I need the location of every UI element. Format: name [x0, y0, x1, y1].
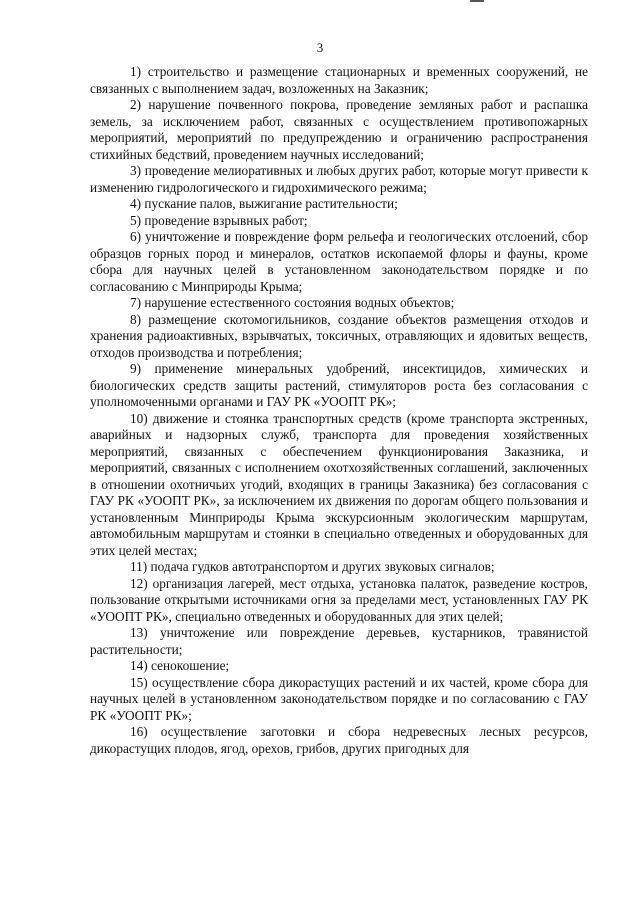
scan-mark	[470, 0, 484, 2]
paragraph-item-10: 10) движение и стоянка транспортных средств (кроме транспорта экстренных, аварийных и надзорных служб, транспорта для проведения хозяйственных мероприятий, связанных с обеспечением функционирования Заказника, и мероприятий, связанных с исполнением охотхозяйственных соглашений, заключенных в отношении охотничьих угодий, входящих в границы Заказника) без согласования с ГАУ РК «УООПТ РК», за исключением их движения по дорогам общего пользования и установленным Минприроды Крыма экскурсионным экологическим маршрутам, автомобильным маршрутам и стоянки в специально отведенных и оборудованных для этих целей местах;	[90, 410, 588, 558]
paragraph-item-3: 3) проведение мелиоративных и любых других работ, которые могут привести к изменению гидрологического и гидрохимического режима;	[90, 163, 588, 195]
paragraph-item-13: 13) уничтожение или повреждение деревьев, кустарников, травянистой растительности;	[90, 625, 588, 657]
paragraph-item-4: 4) пускание палов, выжигание растительности;	[130, 196, 398, 211]
paragraph-item-9: 9) применение минеральных удобрений, инсектицидов, химических и биологических средств защиты растений, стимуляторов роста без согласования с уполномоченными органами и ГАУ РК «УООПТ РК»;	[90, 361, 588, 409]
paragraph-item-8: 8) размещение скотомогильников, создание объектов размещения отходов и хранения радиоактивных, взрывчатых, токсичных, отравляющих и ядовитых веществ, отходов производства и потребления;	[90, 311, 588, 360]
paragraph-item-7: 7) нарушение естественного состояния водных объектов;	[130, 295, 455, 310]
paragraph-item-15: 15) осуществление сбора дикорастущих растений и их частей, кроме сбора для научных целей в установленном законодательством порядке и по согласованию с ГАУ РК «УООПТ РК»;	[90, 674, 588, 723]
paragraph-item-5: 5) проведение взрывных работ;	[130, 212, 308, 228]
paragraph-item-16: 16) осуществление заготовки и сбора недревесных лесных ресурсов, дикорастущих плодов, ягод, орехов, грибов, других пригодных для	[90, 724, 588, 756]
paragraph-item-12: 12) организация лагерей, мест отдыха, установка палаток, разведение костров, пользование открытыми источниками огня за пределами мест, установленных ГАУ РК «УООПТ РК», специально отведенных и оборудованных для этих целей;	[90, 575, 588, 624]
paragraph-item-1: 1) строительство и размещение стационарных и временных сооружений, не связанных с выполнением задач, возложенных на Заказник;	[90, 64, 588, 96]
document-body	[90, 64, 588, 757]
paragraph-item-11: 11) подача гудков автотранспортом и других звуковых сигналов;	[130, 559, 495, 574]
page-number: 3	[316, 40, 324, 55]
paragraph-item-14: 14) сенокошение;	[130, 658, 230, 673]
paragraph-item-6: 6) уничтожение и повреждение форм рельефа и геологических отслоений, сбор образцов горных пород и минералов, остатков ископаемой флоры и фауны, кроме сбора для научных целей в установленном законодательством порядке и по согласованию с Минприроды Крыма;	[90, 229, 588, 294]
paragraph-item-2: 2) нарушение почвенного покрова, проведение земляных работ и распашка земель, за исключением работ, связанных с осуществлением противопожарных мероприятий, мероприятий по предупреждению и ограничению распространения стихийных бедствий, проведением научных исследований;	[90, 97, 588, 162]
